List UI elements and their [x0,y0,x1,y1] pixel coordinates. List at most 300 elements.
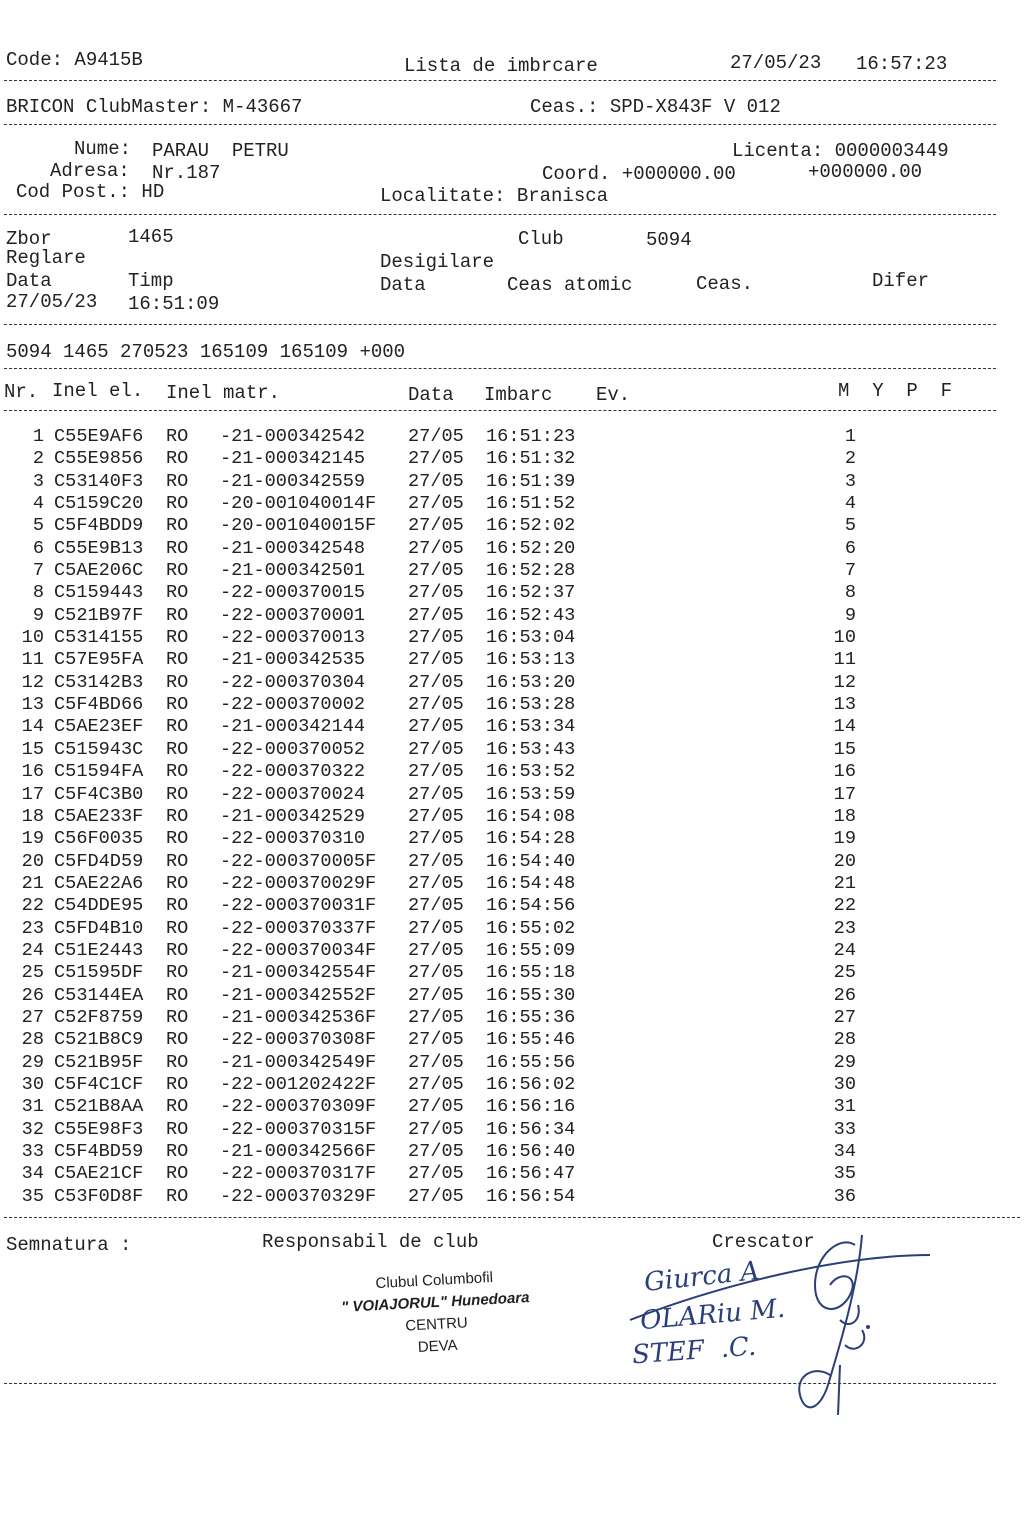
divider [4,1383,996,1384]
boarding-date: 27/05 [408,448,464,470]
table-row [0,1163,1024,1185]
electronic-ring: C53144EA [54,984,144,1006]
country-code: RO [166,1051,189,1073]
pigeon-count: 34 [833,1141,856,1162]
country-code: RO [166,694,189,716]
stamp-line: DEVA [417,1336,458,1356]
boarding-time: 16:55:56 [486,1051,576,1073]
electronic-ring: C5AE22A6 [54,872,144,894]
boarding-date: 27/05 [408,805,464,827]
boarding-date: 27/05 [408,761,464,783]
owner-address: Nr.187 [152,162,221,184]
ring-number: -22-000370052 [220,738,366,760]
divider [4,124,996,125]
club-label: Club [518,228,564,250]
row-number: 7 [32,560,44,582]
row-number: 14 [21,716,44,738]
pigeon-count: 24 [833,939,856,961]
pigeon-count: 7 [844,560,856,582]
breeder-label: Crescator [712,1231,815,1253]
ring-number: -22-000370310 [220,828,366,850]
country-code: RO [166,470,189,492]
boarding-date: 27/05 [408,895,464,917]
country-code: RO [166,1163,189,1185]
country-code: RO [166,560,189,582]
table-row [0,1186,1024,1208]
row-number: 20 [21,850,44,872]
ring-number: -22-000370317F [220,1163,377,1185]
header-nr: Nr. [4,381,39,403]
boarding-date: 27/05 [408,470,464,492]
boarding-date: 27/05 [408,828,464,850]
row-number: 2 [32,448,44,470]
atomic-clock-label: Ceas atomic [507,274,633,296]
boarding-date: 27/05 [408,1051,464,1073]
boarding-time: 16:56:47 [486,1163,576,1185]
ring-number: -21-000342559 [220,470,366,492]
country-code: RO [166,962,189,984]
boarding-time: 16:51:23 [486,426,576,447]
owner-name: PARAU PETRU [152,140,289,162]
pigeon-count: 26 [833,984,856,1006]
code-label: Code: A9415B [6,49,143,71]
setting-label: Reglare [6,247,86,269]
boarding-time: 16:52:28 [486,560,576,582]
country-code: RO [166,671,189,693]
electronic-ring: C5AE233F [54,805,144,827]
table-row [0,739,1024,761]
country-code: RO [166,783,189,805]
divider [4,214,996,215]
boarding-date: 27/05 [408,694,464,716]
row-number: 6 [32,537,44,559]
ring-number: -21-000342548 [220,537,366,559]
country-code: RO [166,1029,189,1051]
electronic-ring: C5F4BD59 [54,1141,144,1162]
boarding-time: 16:51:32 [486,448,576,470]
row-number: 9 [32,604,44,626]
row-number: 12 [21,671,44,693]
electronic-ring: C53F0D8F [54,1185,144,1207]
signature-label: Semnatura : [6,1234,132,1256]
boarding-time: 16:53:43 [486,738,576,760]
row-number: 31 [21,1096,44,1118]
table-row [0,448,1024,470]
pigeon-count: 17 [833,783,856,805]
boarding-date: 27/05 [408,1096,464,1118]
handwritten-signature [600,1225,980,1425]
boarding-date: 27/05 [408,984,464,1006]
boarding-time: 16:52:43 [486,604,576,626]
pigeon-count: 23 [833,917,856,939]
table-row [0,828,1024,850]
country-code: RO [166,627,189,649]
boarding-time: 16:53:52 [486,761,576,783]
electronic-ring: C5159C20 [54,493,144,515]
boarding-date: 27/05 [408,1006,464,1028]
pigeon-count: 19 [833,828,856,850]
table-row [0,962,1024,984]
table-row [0,873,1024,895]
boarding-time: 16:53:20 [486,671,576,693]
electronic-ring: C52F8759 [54,1006,144,1028]
pigeon-count: 30 [833,1073,856,1095]
row-number: 1 [32,426,44,447]
boarding-date: 27/05 [408,582,464,604]
row-number: 29 [21,1051,44,1073]
boarding-time: 16:51:39 [486,470,576,492]
club-stamp [314,1264,558,1364]
country-code: RO [166,716,189,738]
ring-number: -22-000370329F [220,1185,377,1207]
ring-number: -22-000370031F [220,895,377,917]
country-code: RO [166,1096,189,1118]
ring-number: -21-000342549F [220,1051,377,1073]
row-number: 25 [21,962,44,984]
pigeon-count: 14 [833,716,856,738]
boarding-time: 16:54:28 [486,828,576,850]
electronic-ring: C5AE23EF [54,716,144,738]
electronic-ring: C57E95FA [54,649,144,671]
print-date: 27/05/23 [730,52,822,74]
boarding-time: 16:55:09 [486,939,576,961]
divider [4,324,996,325]
electronic-ring: C51E2443 [54,939,144,961]
stamp-line: CENTRU [404,1314,469,1335]
boarding-time: 16:55:36 [486,1006,576,1028]
pigeon-count: 9 [844,604,856,626]
boarding-time: 16:52:02 [486,515,576,537]
divider [4,1217,1020,1218]
country-code: RO [166,895,189,917]
country-code: RO [166,1006,189,1028]
header-event: Ev. [596,384,631,406]
country-code: RO [166,805,189,827]
electronic-ring: C55E9856 [54,448,144,470]
ring-number: -22-000370315F [220,1118,377,1140]
postal-code: Cod Post.: HD [16,181,165,203]
difference-label: Difer [872,270,930,292]
boarding-date: 27/05 [408,515,464,537]
pigeon-count: 20 [833,850,856,872]
header-boarding: Imbarc [484,384,553,406]
boarding-time: 16:53:59 [486,783,576,805]
electronic-ring: C521B95F [54,1051,144,1073]
table-row [0,672,1024,694]
electronic-ring: C5AE21CF [54,1163,144,1185]
ring-number: -22-000370001 [220,604,366,626]
row-number: 18 [21,805,44,827]
boarding-time: 16:56:40 [486,1141,576,1162]
electronic-ring: C5F4C1CF [54,1073,144,1095]
country-code: RO [166,850,189,872]
boarding-date: 27/05 [408,560,464,582]
country-code: RO [166,939,189,961]
row-number: 33 [21,1141,44,1162]
country-code: RO [166,917,189,939]
electronic-ring: C521B8C9 [54,1029,144,1051]
electronic-ring: C5FD4B10 [54,917,144,939]
table-row [0,851,1024,873]
setting-time: 16:51:09 [128,293,220,315]
boarding-date: 27/05 [408,738,464,760]
boarding-time: 16:55:02 [486,917,576,939]
country-code: RO [166,984,189,1006]
document-title: Lista de imbrcare [404,55,598,77]
row-number: 11 [21,649,44,671]
electronic-ring: C53142B3 [54,671,144,693]
ring-number: -22-000370015 [220,582,366,604]
electronic-ring: C54DDE95 [54,895,144,917]
ring-number: -22-000370337F [220,917,377,939]
country-code: RO [166,448,189,470]
ring-number: -21-000342552F [220,984,377,1006]
ring-number: -22-000370029F [220,872,377,894]
boarding-time: 16:56:54 [486,1185,576,1207]
electronic-ring: C5159443 [54,582,144,604]
boarding-date: 27/05 [408,939,464,961]
flight-label: Zbor [6,228,52,250]
boarding-time: 16:53:34 [486,716,576,738]
row-number: 8 [32,582,44,604]
table-row [0,426,1024,448]
boarding-date: 27/05 [408,426,464,447]
country-code: RO [166,537,189,559]
electronic-ring: C55E98F3 [54,1118,144,1140]
table-row [0,940,1024,962]
row-number: 26 [21,984,44,1006]
pigeon-count: 15 [833,738,856,760]
boarding-date: 27/05 [408,671,464,693]
boarding-date: 27/05 [408,1029,464,1051]
unsealing-date-label: Data [380,274,426,296]
table-row [0,918,1024,940]
ring-number: -22-000370002 [220,694,366,716]
table-row [0,649,1024,671]
row-number: 3 [32,470,44,492]
ring-number: -20-001040014F [220,493,377,515]
ring-number: -21-000342529 [220,805,366,827]
pigeon-count: 8 [844,582,856,604]
ring-number: -22-000370013 [220,627,366,649]
club-responsible-label: Responsabil de club [262,1231,479,1253]
pigeon-count: 18 [833,805,856,827]
pigeon-count: 27 [833,1006,856,1028]
table-row [0,985,1024,1007]
boarding-date: 27/05 [408,1118,464,1140]
electronic-ring: C5FD4D59 [54,850,144,872]
boarding-date: 27/05 [408,604,464,626]
ring-number: -22-000370304 [220,671,366,693]
electronic-ring: C521B97F [54,604,144,626]
coordinates-second: +000000.00 [808,161,923,183]
boarding-date: 27/05 [408,537,464,559]
electronic-ring: C5314155 [54,627,144,649]
pigeon-count: 36 [833,1185,856,1207]
boarding-time: 16:53:13 [486,649,576,671]
table-row [0,694,1024,716]
boarding-date: 27/05 [408,917,464,939]
pigeon-count: 28 [833,1029,856,1051]
country-code: RO [166,1185,189,1207]
table-row [0,716,1024,738]
row-number: 16 [21,761,44,783]
country-code: RO [166,426,189,447]
pigeon-count: 29 [833,1051,856,1073]
pigeon-count: 6 [844,537,856,559]
pigeon-count: 33 [833,1118,856,1140]
electronic-ring: C5AE206C [54,560,144,582]
ring-number: -22-000370024 [220,783,366,805]
electronic-ring: C5F4BD66 [54,694,144,716]
ring-number: -22-000370308F [220,1029,377,1051]
country-code: RO [166,493,189,515]
stamp-line: " VOIAJORUL" Hunedoara [340,1289,530,1316]
boarding-date: 27/05 [408,850,464,872]
boarding-time: 16:56:02 [486,1073,576,1095]
country-code: RO [166,582,189,604]
table-row [0,582,1024,604]
row-number: 4 [32,493,44,515]
header-electronic-ring: Inel el. [52,380,144,402]
row-number: 19 [21,828,44,850]
boarding-time: 16:53:28 [486,694,576,716]
table-row [0,895,1024,917]
pigeon-count: 10 [833,627,856,649]
ring-number: -21-000342566F [220,1141,377,1162]
table-row [0,1007,1024,1029]
handwritten-name: OLARiu M. [638,1293,787,1337]
pigeon-count: 31 [833,1096,856,1118]
ring-number: -21-000342145 [220,448,366,470]
electronic-ring: C55E9B13 [54,537,144,559]
divider [4,80,996,81]
electronic-ring: C5F4BDD9 [54,515,144,537]
boarding-date: 27/05 [408,962,464,984]
country-code: RO [166,761,189,783]
country-code: RO [166,828,189,850]
row-number: 22 [21,895,44,917]
boarding-date: 27/05 [408,493,464,515]
boarding-date: 27/05 [408,1163,464,1185]
boarding-time: 16:55:30 [486,984,576,1006]
handwritten-name: STEF .C. [631,1331,758,1371]
header-date: Data [408,384,454,406]
ring-number: -21-000342501 [220,560,366,582]
pigeon-count: 11 [833,649,856,671]
divider [4,410,996,411]
header-mypf: M Y P F [838,380,953,402]
boarding-date: 27/05 [408,649,464,671]
license-number: Licenta: 0000003449 [732,140,949,162]
ring-number: -22-000370309F [220,1096,377,1118]
table-row [0,627,1024,649]
pigeon-count: 25 [833,962,856,984]
pigeon-count: 21 [833,872,856,894]
country-code: RO [166,1073,189,1095]
electronic-ring: C521B8AA [54,1096,144,1118]
pigeon-count: 35 [833,1163,856,1185]
clock-label: Ceas. [696,273,754,295]
time-label: Timp [128,270,174,292]
table-row [0,538,1024,560]
boarding-time: 16:54:08 [486,805,576,827]
country-code: RO [166,604,189,626]
boarding-date: 27/05 [408,627,464,649]
row-number: 15 [21,738,44,760]
row-number: 27 [21,1006,44,1028]
boarding-date: 27/05 [408,716,464,738]
table-row [0,1141,1024,1163]
table-row [0,1052,1024,1074]
boarding-date: 27/05 [408,1073,464,1095]
pigeon-count: 1 [844,426,856,447]
boarding-time: 16:51:52 [486,493,576,515]
electronic-ring: C55E9AF6 [54,426,144,447]
row-number: 21 [21,872,44,894]
pigeon-count: 22 [833,895,856,917]
pigeon-count: 13 [833,694,856,716]
boarding-time: 16:56:34 [486,1118,576,1140]
ring-number: -22-000370322 [220,761,366,783]
header-ring-number: Inel matr. [166,382,281,404]
boarding-table [0,426,1024,1208]
country-code: RO [166,738,189,760]
table-row [0,1096,1024,1118]
pigeon-count: 3 [844,470,856,492]
boarding-time: 16:52:37 [486,582,576,604]
row-number: 13 [21,694,44,716]
print-time: 16:57:23 [856,53,948,75]
boarding-time: 16:55:18 [486,962,576,984]
row-number: 34 [21,1163,44,1185]
pigeon-count: 12 [833,671,856,693]
row-number: 23 [21,917,44,939]
electronic-ring: C51594FA [54,761,144,783]
ring-number: -21-000342536F [220,1006,377,1028]
club-number: 5094 [646,229,692,251]
electronic-ring: C51595DF [54,962,144,984]
table-row [0,515,1024,537]
electronic-ring: C515943C [54,738,144,760]
electronic-ring: C5F4C3B0 [54,783,144,805]
boarding-time: 16:54:56 [486,895,576,917]
pigeon-count: 4 [844,493,856,515]
boarding-date: 27/05 [408,1141,464,1162]
country-code: RO [166,1118,189,1140]
divider [4,368,996,369]
ring-number: -22-000370034F [220,939,377,961]
country-code: RO [166,649,189,671]
country-code: RO [166,515,189,537]
stamp-line: Clubul Columbofil [375,1268,494,1293]
address-label: Adresa: [50,160,130,182]
table-row [0,471,1024,493]
table-row [0,1119,1024,1141]
electronic-ring: C56F0035 [54,828,144,850]
row-number: 5 [32,515,44,537]
country-code: RO [166,1141,189,1162]
boarding-date: 27/05 [408,872,464,894]
row-number: 17 [21,783,44,805]
boarding-time: 16:56:16 [486,1096,576,1118]
pigeon-count: 16 [833,761,856,783]
row-number: 24 [21,939,44,961]
country-code: RO [166,872,189,894]
boarding-date: 27/05 [408,1185,464,1207]
row-number: 30 [21,1073,44,1095]
row-number: 32 [21,1118,44,1140]
